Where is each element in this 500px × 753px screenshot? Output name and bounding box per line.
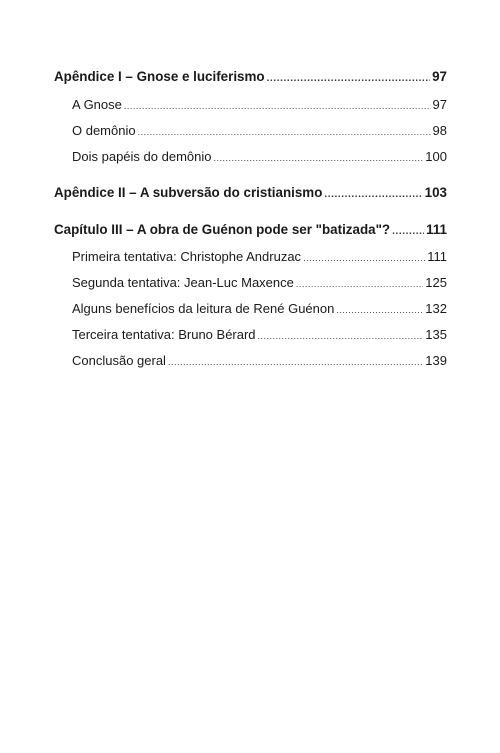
toc-entry-page: 103 — [424, 185, 447, 200]
toc-leader-dots — [392, 224, 424, 240]
toc-leader-dots — [296, 276, 423, 292]
toc-entry-capitulo-3 — [54, 222, 447, 240]
toc-entry-title: Apêndice I – Gnose e luciferismo — [54, 69, 265, 84]
toc-entry-apendice-1 — [54, 69, 447, 87]
toc-entry-title: Segunda tentativa: Jean-Luc Maxence — [72, 275, 294, 290]
toc-entry-title: Terceira tentativa: Bruno Bérard — [72, 327, 256, 342]
toc-entry-title: Dois papéis do demônio — [72, 149, 212, 164]
toc-leader-dots — [324, 187, 422, 203]
toc-entry-alguns-beneficios — [54, 301, 447, 318]
toc-entry-page: 125 — [425, 275, 447, 290]
toc-leader-dots — [213, 150, 423, 166]
toc-entry-page: 135 — [425, 327, 447, 342]
toc-entry-page: 132 — [425, 301, 447, 316]
toc-leader-dots — [138, 124, 431, 140]
toc-entry-title: Alguns benefícios da leitura de René Guénon — [72, 301, 335, 316]
toc-entry-title: A Gnose — [72, 97, 122, 112]
toc-entry-page: 139 — [425, 353, 447, 368]
toc-entry-page: 97 — [432, 69, 447, 84]
toc-leader-dots — [267, 71, 430, 87]
toc-entry-page: 111 — [427, 249, 447, 264]
toc-leader-dots — [124, 98, 431, 114]
table-of-contents — [54, 66, 447, 370]
toc-entry-title: Capítulo III – A obra de Guénon pode ser "batizada"? — [54, 222, 391, 237]
toc-entry-title: O demônio — [72, 123, 136, 138]
toc-entry-segunda-tentativa — [54, 275, 447, 292]
toc-leader-dots — [258, 328, 424, 344]
toc-leader-dots — [336, 302, 423, 318]
toc-entry-title: Conclusão geral — [72, 353, 166, 368]
toc-entry-title: Apêndice II – A subversão do cristianismo — [54, 185, 323, 200]
toc-entry-o-demonio — [54, 123, 447, 140]
toc-leader-dots — [303, 250, 425, 266]
toc-entry-page: 111 — [426, 222, 447, 237]
toc-entry-page: 100 — [425, 149, 447, 164]
toc-entry-page: 97 — [432, 97, 447, 112]
toc-entry-apendice-2 — [54, 185, 447, 203]
toc-entry-title: Primeira tentativa: Christophe Andruzac — [72, 249, 302, 264]
toc-entry-a-gnose — [54, 97, 447, 114]
toc-entry-page: 98 — [432, 123, 447, 138]
toc-entry-primeira-tentativa — [54, 249, 447, 266]
toc-entry-conclusao-geral — [54, 353, 447, 370]
toc-entry-dois-papeis — [54, 149, 447, 166]
toc-entry-terceira-tentativa — [54, 327, 447, 344]
toc-leader-dots — [168, 354, 423, 370]
